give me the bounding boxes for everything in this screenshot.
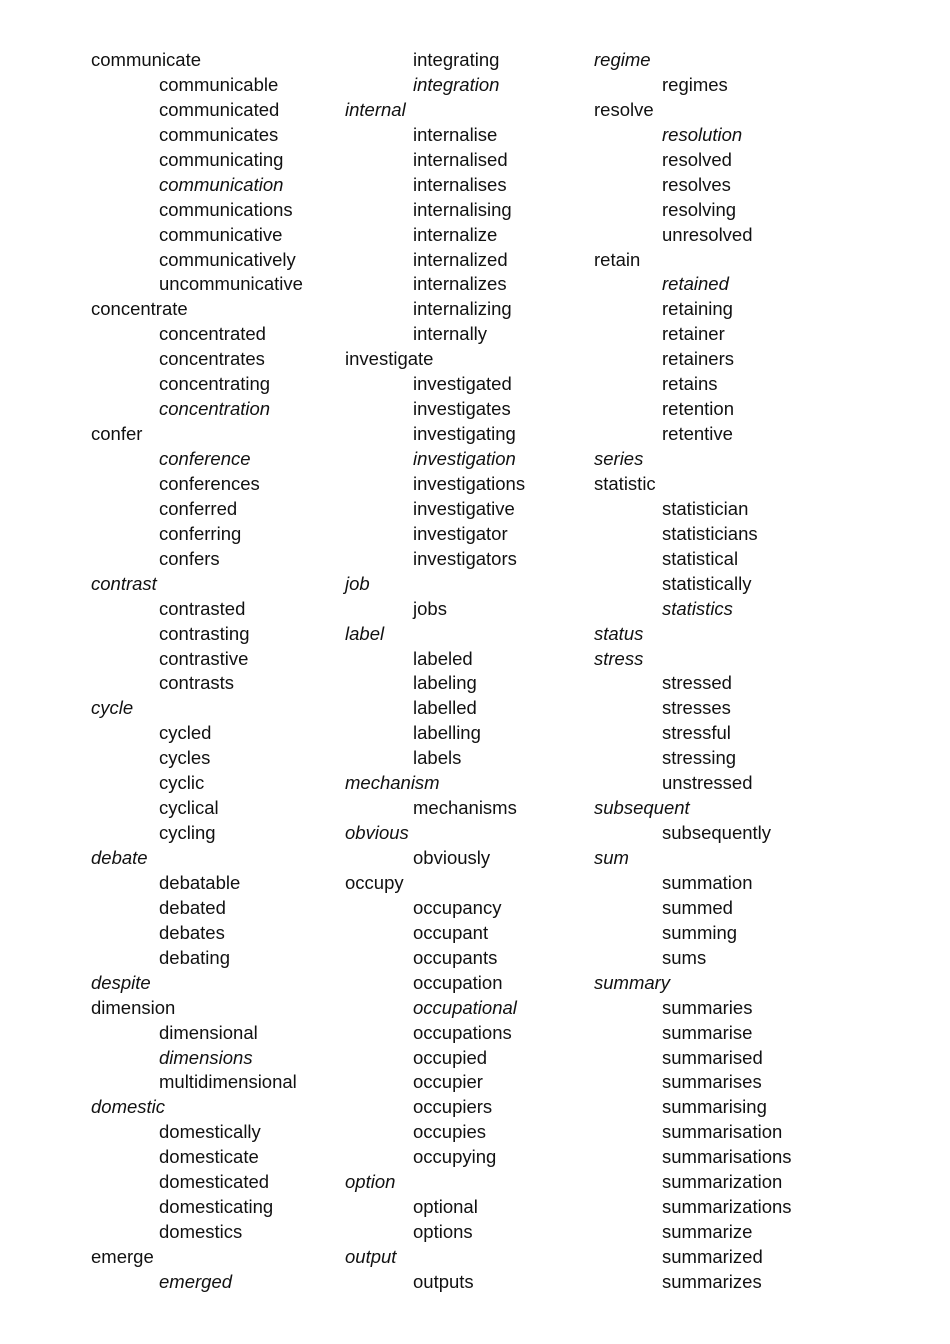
word-form: domesticating bbox=[159, 1196, 274, 1218]
word-form: domesticated bbox=[159, 1171, 270, 1193]
headword: concentrate bbox=[91, 298, 188, 320]
word-form: uncommunicative bbox=[159, 273, 303, 295]
word-form: internalize bbox=[413, 223, 498, 245]
word-form: summing bbox=[662, 921, 738, 943]
word-form: retained bbox=[662, 273, 729, 295]
word-column-2 bbox=[345, 48, 525, 1295]
word-form: domesticate bbox=[159, 1146, 259, 1168]
word-form: occupied bbox=[413, 1046, 488, 1068]
word-form: contrastive bbox=[159, 647, 249, 669]
headword: occupy bbox=[345, 871, 404, 893]
word-form: dimensions bbox=[159, 1046, 253, 1068]
word-form: resolution bbox=[662, 123, 743, 145]
word-form: concentrated bbox=[159, 323, 266, 345]
word-column-3 bbox=[594, 48, 792, 1295]
word-form: communicatively bbox=[159, 248, 296, 270]
word-form: internalise bbox=[413, 123, 498, 145]
word-form: retainers bbox=[662, 348, 734, 370]
word-form: stressing bbox=[662, 747, 737, 769]
word-form: occupant bbox=[413, 921, 489, 943]
word-form: conference bbox=[159, 448, 251, 469]
word-form: conferred bbox=[159, 497, 238, 519]
headword: subsequent bbox=[594, 797, 690, 819]
headword: confer bbox=[91, 423, 143, 445]
word-form: investigates bbox=[413, 398, 511, 420]
word-form: resolving bbox=[662, 198, 737, 220]
headword: debate bbox=[91, 847, 148, 868]
word-form: labelling bbox=[413, 722, 481, 744]
word-form: summarise bbox=[662, 1021, 753, 1043]
word-form: domestics bbox=[159, 1221, 243, 1243]
headword: stress bbox=[594, 647, 644, 669]
headword: regime bbox=[594, 49, 651, 70]
headword: mechanism bbox=[345, 772, 440, 794]
word-form: internally bbox=[413, 323, 488, 345]
word-form: summarisation bbox=[662, 1121, 783, 1143]
word-form: debates bbox=[159, 921, 225, 943]
word-form: communicable bbox=[159, 73, 279, 95]
headword: internal bbox=[345, 98, 406, 120]
word-form: debatable bbox=[159, 871, 241, 893]
headword: output bbox=[345, 1246, 397, 1267]
word-form: contrasts bbox=[159, 672, 235, 694]
word-form: retainer bbox=[662, 323, 725, 345]
word-form: labels bbox=[413, 747, 462, 769]
headword: option bbox=[345, 1171, 396, 1193]
word-form: conferences bbox=[159, 472, 260, 494]
word-form: retentive bbox=[662, 423, 733, 445]
word-form: investigations bbox=[413, 472, 526, 494]
word-form: stressful bbox=[662, 722, 731, 744]
word-form: concentrates bbox=[159, 348, 265, 370]
word-form: internalizes bbox=[413, 273, 507, 295]
word-form: cycles bbox=[159, 747, 211, 769]
word-form: options bbox=[413, 1221, 473, 1243]
word-form: summation bbox=[662, 871, 753, 893]
word-form: occupies bbox=[413, 1121, 487, 1143]
word-form: internalizing bbox=[413, 298, 512, 320]
word-form: regimes bbox=[662, 73, 728, 95]
word-form: jobs bbox=[413, 597, 447, 619]
headword: communicate bbox=[91, 49, 202, 70]
word-form: statistical bbox=[662, 547, 739, 569]
word-form: investigator bbox=[413, 522, 508, 544]
word-form: investigative bbox=[413, 497, 515, 519]
word-form: optional bbox=[413, 1196, 478, 1218]
word-form: resolved bbox=[662, 148, 732, 170]
word-form: internalised bbox=[413, 148, 508, 170]
word-form: statistics bbox=[662, 597, 733, 619]
word-form: conferring bbox=[159, 522, 242, 544]
word-form: summarizes bbox=[662, 1270, 762, 1292]
word-form: investigation bbox=[413, 448, 516, 469]
headword: cycle bbox=[91, 697, 134, 719]
headword: emerge bbox=[91, 1246, 154, 1267]
word-form: occupational bbox=[413, 996, 517, 1018]
word-form: unstressed bbox=[662, 772, 753, 794]
headword: domestic bbox=[91, 1096, 166, 1118]
word-form: summarisations bbox=[662, 1146, 792, 1168]
word-form: summarize bbox=[662, 1221, 753, 1243]
word-form: summarizations bbox=[662, 1196, 792, 1218]
word-form: sums bbox=[662, 946, 707, 968]
headword: job bbox=[345, 572, 370, 594]
headword: summary bbox=[594, 971, 671, 993]
word-form: internalises bbox=[413, 173, 507, 195]
word-form: summarised bbox=[662, 1046, 763, 1068]
word-form: retains bbox=[662, 373, 718, 395]
word-form: summarized bbox=[662, 1246, 763, 1267]
word-form: mechanisms bbox=[413, 797, 517, 819]
headword: dimension bbox=[91, 996, 176, 1018]
word-form: occupier bbox=[413, 1071, 483, 1093]
word-form: labelled bbox=[413, 697, 477, 719]
headword: sum bbox=[594, 847, 629, 868]
word-form: communicates bbox=[159, 123, 279, 145]
word-form: labeling bbox=[413, 672, 477, 694]
word-column-1 bbox=[91, 48, 303, 1295]
word-form: cyclic bbox=[159, 772, 205, 794]
word-form: outputs bbox=[413, 1270, 474, 1292]
headword: resolve bbox=[594, 98, 654, 120]
word-form: concentrating bbox=[159, 373, 271, 395]
headword: status bbox=[594, 622, 644, 644]
word-form: retaining bbox=[662, 298, 733, 320]
word-form: communication bbox=[159, 173, 284, 195]
word-form: labeled bbox=[413, 647, 473, 669]
word-form: debating bbox=[159, 946, 230, 968]
word-form: investigated bbox=[413, 373, 512, 395]
word-form: concentration bbox=[159, 398, 271, 420]
headword: statistic bbox=[594, 472, 656, 494]
word-form: stressed bbox=[662, 672, 732, 694]
word-form: summarization bbox=[662, 1171, 783, 1193]
word-form: summarises bbox=[662, 1071, 762, 1093]
word-form: debated bbox=[159, 896, 226, 918]
word-form: statistically bbox=[662, 572, 752, 594]
word-form: retention bbox=[662, 398, 734, 420]
word-form: occupations bbox=[413, 1021, 512, 1043]
word-form: obviously bbox=[413, 847, 491, 868]
word-form: summaries bbox=[662, 996, 753, 1018]
word-form: internalising bbox=[413, 198, 512, 220]
word-form: occupiers bbox=[413, 1096, 493, 1118]
word-form: cycled bbox=[159, 722, 212, 744]
headword: despite bbox=[91, 971, 151, 993]
word-form: unresolved bbox=[662, 223, 753, 245]
word-form: multidimensional bbox=[159, 1071, 297, 1093]
headword: label bbox=[345, 622, 385, 644]
word-form: confers bbox=[159, 547, 220, 569]
word-form: dimensional bbox=[159, 1021, 258, 1043]
word-form: resolves bbox=[662, 173, 731, 195]
word-form: summarising bbox=[662, 1096, 767, 1118]
headword: investigate bbox=[345, 348, 434, 370]
word-form: summed bbox=[662, 896, 733, 918]
word-form: contrasting bbox=[159, 622, 250, 644]
word-form: statisticians bbox=[662, 522, 758, 544]
headword: contrast bbox=[91, 572, 157, 594]
word-form: integration bbox=[413, 73, 500, 95]
headword: series bbox=[594, 448, 644, 469]
word-form: stresses bbox=[662, 697, 731, 719]
word-form: occupying bbox=[413, 1146, 497, 1168]
word-form: subsequently bbox=[662, 822, 772, 844]
word-form: communicated bbox=[159, 98, 280, 120]
word-form: internalized bbox=[413, 248, 508, 270]
word-form: communicating bbox=[159, 148, 284, 170]
word-form: communicative bbox=[159, 223, 283, 245]
headword: obvious bbox=[345, 822, 409, 844]
word-form: cycling bbox=[159, 822, 216, 844]
word-form: investigators bbox=[413, 547, 517, 569]
headword: retain bbox=[594, 248, 641, 270]
word-form: cyclical bbox=[159, 797, 219, 819]
word-form: statistician bbox=[662, 497, 749, 519]
word-form: communications bbox=[159, 198, 293, 220]
word-form: occupants bbox=[413, 946, 498, 968]
word-form: integrating bbox=[413, 49, 500, 70]
word-form: emerged bbox=[159, 1270, 233, 1292]
word-form: contrasted bbox=[159, 597, 246, 619]
word-form: occupancy bbox=[413, 896, 502, 918]
word-form: occupation bbox=[413, 971, 503, 993]
word-form: investigating bbox=[413, 423, 516, 445]
word-form: domestically bbox=[159, 1121, 261, 1143]
